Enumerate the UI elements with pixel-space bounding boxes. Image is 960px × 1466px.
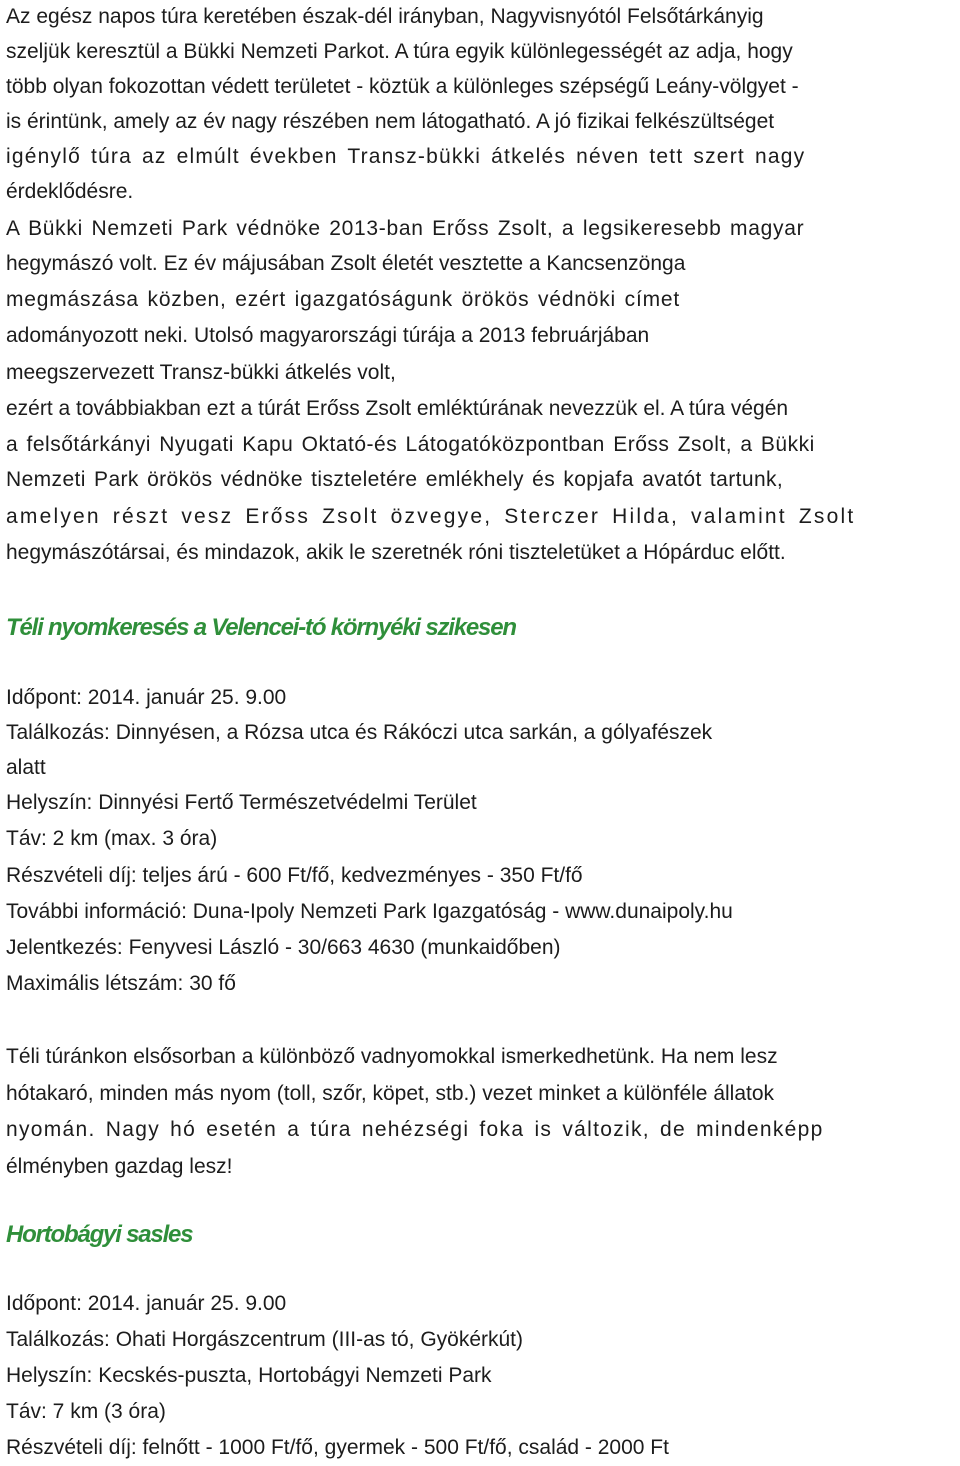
event-detail-registration: Jelentkezés: Fenyvesi László - 30/663 4630 (munkaidőben) (6, 936, 561, 959)
intro-line: hegymászótársai, és mindazok, akik le szeretnék róni tiszteletüket a Hópárduc előtt. (6, 541, 786, 564)
intro-line: Az egész napos túra keretében észak-dél irányban, Nagyvisnyótól Felsőtárkányig (6, 5, 764, 28)
event-description-line: nyomán. Nagy hó esetén a túra nehézségi foka is változik, de mindenképp (6, 1118, 824, 1141)
intro-line: A Bükki Nemzeti Park védnöke 2013-ban Erőss Zsolt, a legsikeresebb magyar (6, 217, 805, 240)
intro-line: amelyen részt vesz Erőss Zsolt özvegye, Sterczer Hilda, valamint Zsolt (6, 505, 856, 528)
event-title: Hortobágyi sasles (6, 1221, 193, 1248)
event-detail-meeting: Találkozás: Ohati Horgászcentrum (III-as tó, Gyökérkút) (6, 1328, 524, 1351)
intro-line: adományozott neki. Utolsó magyarországi túrája a 2013 februárjában (6, 324, 650, 347)
event-detail-max-participants: Maximális létszám: 30 fő (6, 972, 236, 995)
event-detail-fee: Részvételi díj: teljes árú - 600 Ft/fő, kedvezményes - 350 Ft/fő (6, 864, 583, 887)
event-description-line: Téli túránkon elsősorban a különböző vadnyomokkal ismerkedhetünk. Ha nem lesz (6, 1045, 778, 1068)
intro-line: szeljük keresztül a Bükki Nemzeti Parkot. A túra egyik különlegességét az adja, hogy (6, 40, 793, 63)
intro-line: több olyan fokozottan védett területet - köztük a különleges szépségű Leány-völgyet - (6, 75, 799, 98)
intro-line: ezért a továbbiakban ezt a túrát Erőss Zsolt emléktúrának nevezzük el. A túra végén (6, 397, 789, 420)
event-description-line: hótakaró, minden más nyom (toll, szőr, köpet, stb.) vezet minket a különféle állatok (6, 1082, 775, 1105)
event-detail-date: Időpont: 2014. január 25. 9.00 (6, 686, 287, 709)
intro-line: érdeklődésre. (6, 180, 134, 203)
intro-line: meegszervezett Transz-bükki átkelés volt, (6, 361, 396, 384)
intro-line: hegymászó volt. Ez év májusában Zsolt életét vesztette a Kancsenzönga (6, 252, 686, 275)
event-detail-fee: Részvételi díj: felnőtt - 1000 Ft/fő, gyermek - 500 Ft/fő, család - 2000 Ft (6, 1436, 669, 1459)
intro-line: a felsőtárkányi Nyugati Kapu Oktató-és Látogatóközpontban Erőss Zsolt, a Bükki (6, 433, 815, 456)
event-detail-meeting: Találkozás: Dinnyésen, a Rózsa utca és Rákóczi utca sarkán, a gólyafészek (6, 721, 713, 744)
event-detail-location: Helyszín: Kecskés-puszta, Hortobágyi Nemzeti Park (6, 1364, 492, 1387)
event-description-line: élményben gazdag lesz! (6, 1155, 233, 1178)
event-detail-meeting-cont: alatt (6, 756, 46, 779)
intro-line: is érintünk, amely az év nagy részében nem látogatható. A jó fizikai felkészültséget (6, 110, 775, 133)
intro-line: megmászása közben, ezért igazgatóságunk örökös védnöki címet (6, 288, 680, 311)
event-detail-distance: Táv: 7 km (3 óra) (6, 1400, 166, 1423)
intro-line: igénylő túra az elmúlt években Transz-bükki átkelés néven tett szert nagy (6, 145, 806, 168)
event-detail-distance: Táv: 2 km (max. 3 óra) (6, 827, 218, 850)
event-detail-location: Helyszín: Dinnyési Fertő Természetvédelmi Terület (6, 791, 477, 814)
intro-line: Nemzeti Park örökös védnöke tiszteletére emlékhely és kopjafa avatót tartunk, (6, 468, 784, 491)
event-detail-info: További információ: Duna-Ipoly Nemzeti Park Igazgatóság - www.dunaipoly.hu (6, 900, 733, 923)
event-detail-date: Időpont: 2014. január 25. 9.00 (6, 1292, 287, 1315)
event-title: Téli nyomkeresés a Velencei-tó környéki szikesen (6, 614, 516, 641)
